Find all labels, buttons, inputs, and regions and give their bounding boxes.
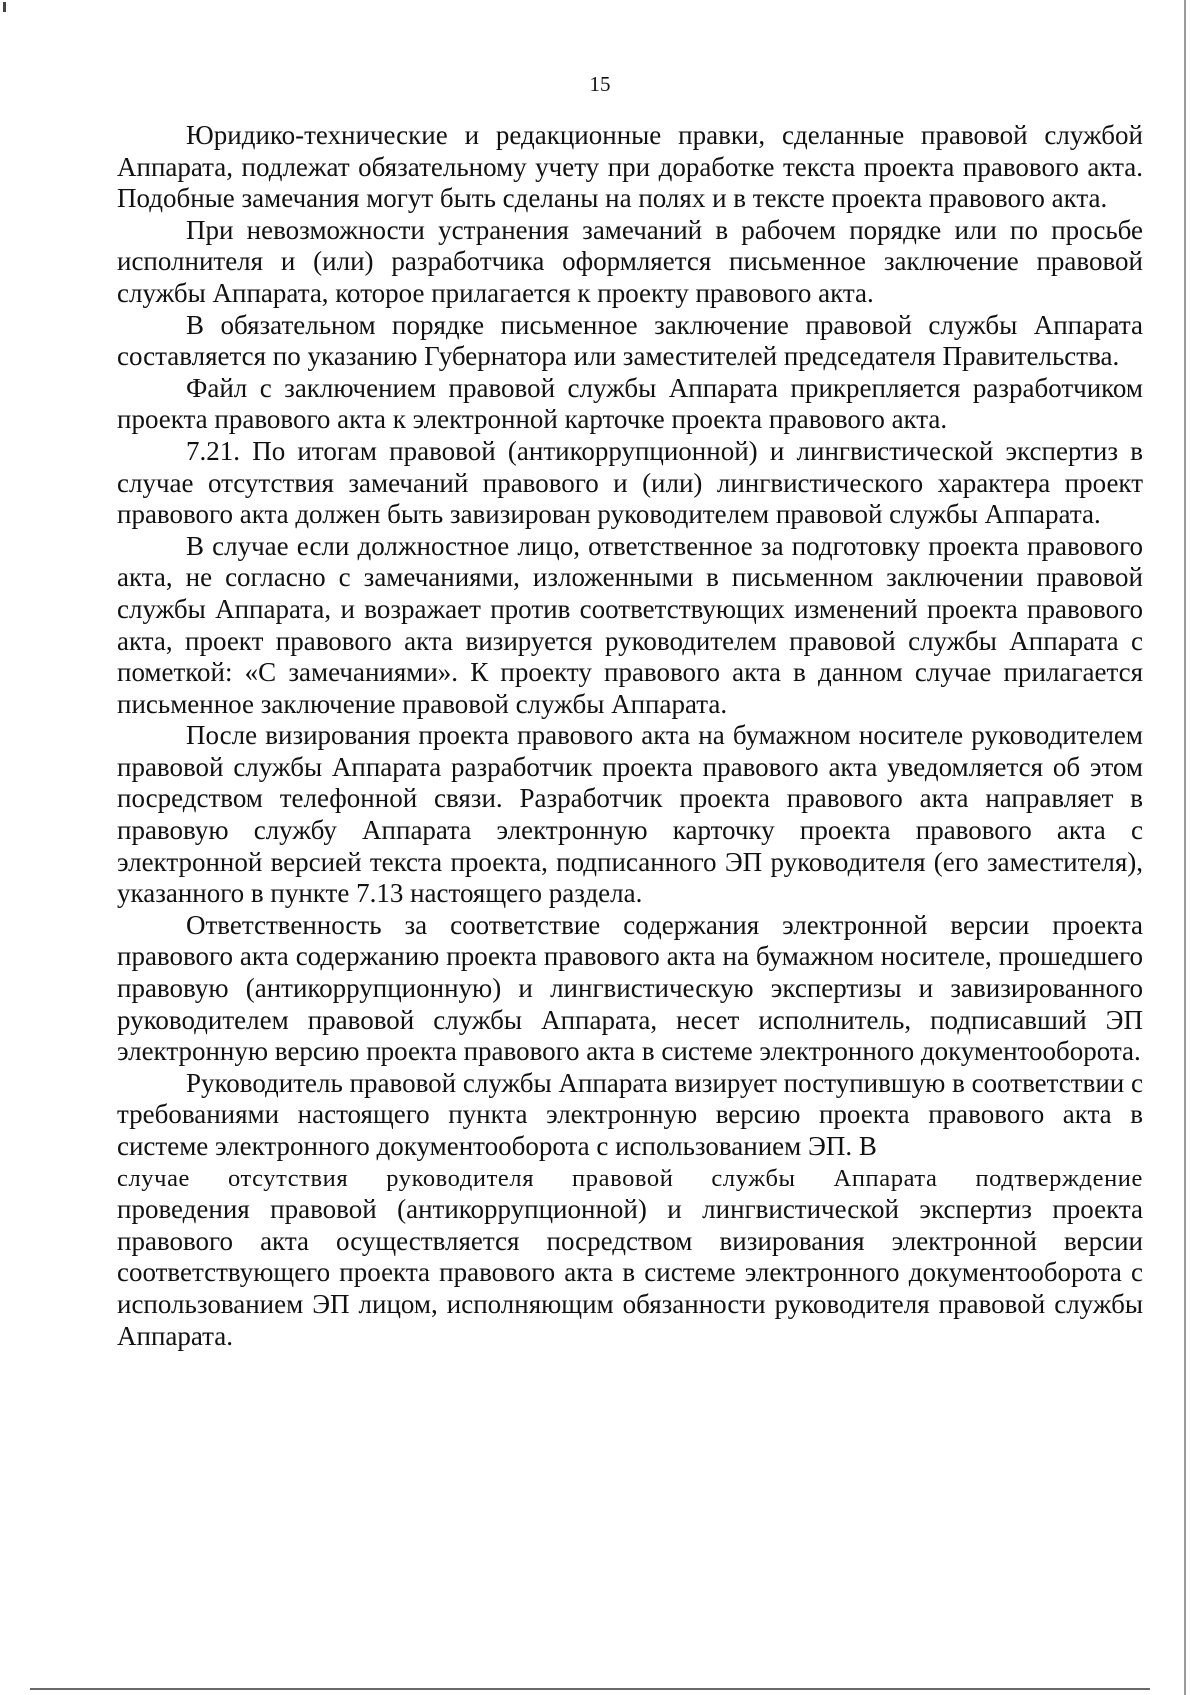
paragraph-written-conclusion: При невозможности устранения замечаний в рабочем порядке или по просьбе исполнителя и (или) разработчика оформляется письменное заключение правовой службы Аппарата, которое прилагается к проекту правового акта.	[117, 214, 1143, 308]
scan-bottom-edge	[30, 1688, 1150, 1690]
scan-corner-mark	[3, 2, 6, 12]
paragraph-conclusion-file: Файл с заключением правовой службы Аппарата прикрепляется разработчиком проекта правового акта к электронной карточке проекта правового акта.	[117, 372, 1143, 435]
scan-right-edge	[1184, 0, 1186, 1695]
document-body	[117, 120, 1143, 1352]
paragraph-head-approval-part3: проведения правовой (антикоррупционной) и лингвистической экспертиз проекта правового акта осуществляется посредством визирования электронной версии соответствующего проекта правового акта в системе электронного документооборота с использованием ЭП лицом, исполняющим обязанности руководителя правовой службы Аппарата.	[117, 1194, 1143, 1351]
paragraph-mandatory-conclusion: В обязательном порядке письменное заключение правовой службы Аппарата составляется по указанию Губернатора или заместителей председателя Правительства.	[117, 309, 1143, 372]
paragraph-legal-edits: Юридико-технические и редакционные правки, сделанные правовой службой Аппарата, подлежат обязательному учету при доработке текста проекта правового акта. Подобные замечания могут быть сделаны на полях и в тексте проекта правового акта.	[117, 120, 1143, 214]
page-number: 15	[589, 72, 611, 96]
paragraph-after-approval: После визирования проекта правового акта на бумажном носителе руководителем правовой службы Аппарата разработчик проекта правового акта уведомляется об этом посредством телефонной связи. Разработчик проекта правового акта направляет в правовую службу Аппарата электронную карточку проекта правового акта с электронной версией текста проекта, подписанного ЭП руководителя (его заместителя), указанного в пункте 7.13 настоящего раздела.	[117, 720, 1143, 909]
paragraph-disagreement: В случае если должностное лицо, ответственное за подготовку проекта правового акта, не согласно с замечаниями, изложенными в письменном заключении правовой службы Аппарата, и возражает против соответствующих изменений проекта правового акта, проект правового акта визируется руководителем правовой службы Аппарата с пометкой: «С замечаниями». К проекту правового акта в данном случае прилагается письменное заключение правовой службы Аппарата.	[117, 530, 1143, 719]
paragraph-head-approval-part2: случае отсутствия руководителя правовой службы Аппарата подтверждение	[117, 1164, 1143, 1192]
paragraph-clause-7-21: 7.21. По итогам правовой (антикоррупционной) и лингвистической экспертиз в случае отсутствия замечаний правового и (или) лингвистического характера проект правового акта должен быть завизирован руководителем правовой службы Аппарата.	[117, 435, 1143, 530]
paragraph-responsibility: Ответственность за соответствие содержания электронной версии проекта правового акта содержанию проекта правового акта на бумажном носителе, прошедшего правовую (антикоррупционную) и лингвистическую экспертизы и завизированного руководителем правовой службы Аппарата, несет исполнитель, подписавший ЭП электронную версию проекта правового акта в системе электронного документооборота.	[117, 909, 1143, 1067]
paragraph-head-approval-part1: Руководитель правовой службы Аппарата визирует поступившую в соответствии с требованиями настоящего пункта электронную версию проекта правового акта в системе электронного документооборота с использованием ЭП. В	[117, 1067, 1143, 1161]
paragraph-head-approval	[117, 1068, 1143, 1352]
